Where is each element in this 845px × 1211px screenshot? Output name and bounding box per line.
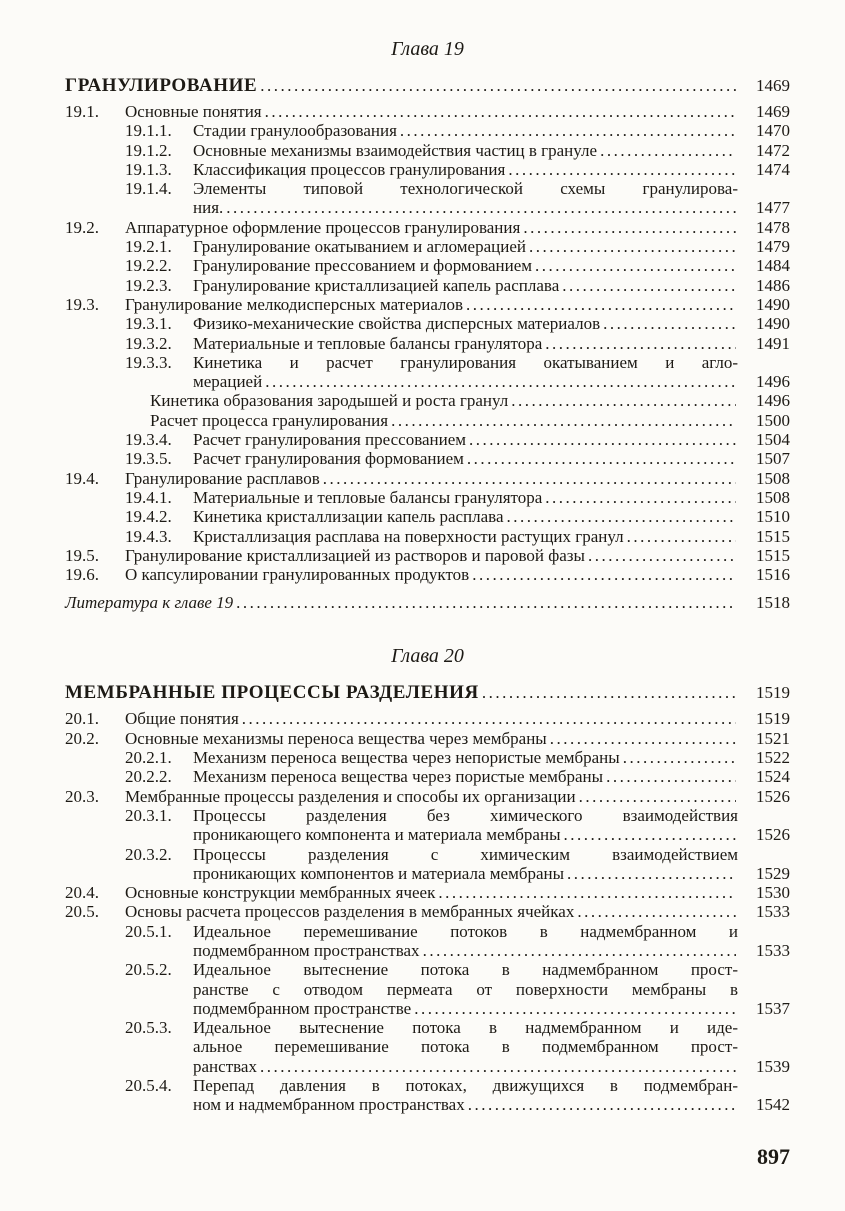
entry-number: 20.5. xyxy=(65,902,99,922)
toc-entry xyxy=(65,488,790,507)
entry-number: 19.4.1. xyxy=(125,487,172,507)
chapter-page-number: 1469 xyxy=(756,76,790,95)
dot-leader xyxy=(414,999,736,1018)
entry-page-number: 1530 xyxy=(756,883,790,903)
dot-leader xyxy=(508,160,736,179)
toc-entry-line xyxy=(125,256,790,275)
entry-page-number: 1490 xyxy=(756,294,790,314)
entry-number: 19.6. xyxy=(65,565,99,585)
entry-number: 20.5.1. xyxy=(125,921,172,941)
toc-entry-line xyxy=(125,1076,790,1095)
entry-page-number: 1484 xyxy=(756,256,790,276)
toc-entry xyxy=(65,565,790,584)
dot-leader xyxy=(529,237,736,256)
entry-text: Материальные и тепловые балансы гранулятора xyxy=(193,487,543,507)
toc-entry-line xyxy=(193,198,790,217)
entry-text: Основные понятия xyxy=(125,102,262,121)
dot-leader xyxy=(236,593,736,613)
entry-page-number: 1524 xyxy=(756,767,790,787)
toc-entry-line xyxy=(125,430,790,449)
entry-text: Основные механизмы переноса вещества через мембраны xyxy=(125,728,547,748)
entry-page-number: 1529 xyxy=(756,863,790,883)
dot-leader xyxy=(438,883,736,902)
toc-entry-line xyxy=(125,334,790,353)
dot-leader xyxy=(535,256,736,275)
entry-text: подмембранном пространствах xyxy=(193,940,420,960)
toc-entry-line xyxy=(65,295,790,314)
entry-number: 19.1.1. xyxy=(125,121,172,141)
dot-leader xyxy=(265,102,736,121)
entry-number: 19.2.2. xyxy=(125,256,172,276)
entry-number: 20.3.1. xyxy=(125,805,172,825)
toc-entry-line xyxy=(125,845,790,864)
literature-page-number: 1518 xyxy=(756,593,790,613)
entry-number: 19.1.2. xyxy=(125,140,172,160)
entry-text: Материальные и тепловые балансы гранулятора xyxy=(193,333,543,353)
dot-leader xyxy=(606,767,736,786)
entry-page-number: 1500 xyxy=(756,410,790,430)
toc-entry-line xyxy=(193,372,790,391)
toc-entry-line xyxy=(193,941,790,960)
toc-entry xyxy=(65,334,790,353)
dot-leader xyxy=(391,411,736,430)
dot-leader xyxy=(545,334,736,353)
toc-entry xyxy=(65,507,790,526)
chapter-title: ГРАНУЛИРОВАНИЕ xyxy=(65,75,258,96)
toc-entry-line xyxy=(65,218,790,237)
entry-text: Идеальное вытеснение потока в надмембранном и иде- xyxy=(193,1018,738,1038)
dot-leader xyxy=(579,787,736,806)
entry-number: 19.4.2. xyxy=(125,507,172,527)
toc-entry xyxy=(65,160,790,179)
dot-leader xyxy=(627,527,736,546)
dot-leader xyxy=(523,218,736,237)
entry-text: Механизм переноса вещества через непористые мембраны xyxy=(193,748,620,768)
entry-page-number: 1486 xyxy=(756,275,790,295)
entry-number: 19.1.3. xyxy=(125,159,172,179)
toc-entry xyxy=(65,141,790,160)
entry-number: 20.3.2. xyxy=(125,844,172,864)
entry-text: Общие понятия xyxy=(125,709,239,729)
entry-text: Гранулирование кристаллизацией капель расплава xyxy=(193,275,560,295)
toc-entry-line xyxy=(193,999,790,1018)
dot-leader xyxy=(468,1095,736,1114)
toc-entry xyxy=(65,121,790,140)
toc-entry-line xyxy=(125,237,790,256)
entry-number: 19.5. xyxy=(65,545,99,565)
entry-page-number: 1516 xyxy=(756,565,790,585)
literature-row xyxy=(65,593,790,613)
chapter-section xyxy=(65,36,790,613)
entry-text: Аппаратурное оформление процессов гранулирования xyxy=(125,217,521,237)
entry-text: О капсулировании гранулированных продуктов xyxy=(125,565,470,585)
toc-entry xyxy=(65,276,790,295)
toc-entry-line xyxy=(65,729,790,748)
entry-number: 20.5.4. xyxy=(125,1076,172,1096)
entry-page-number: 1521 xyxy=(756,728,790,748)
entry-page-number: 1510 xyxy=(756,507,790,527)
toc-entry xyxy=(65,729,790,748)
entry-text: Стадии гранулообразования xyxy=(193,121,397,141)
toc-entry xyxy=(65,748,790,767)
entry-text: альное перемешивание потока в подмембранном прост- xyxy=(193,1037,738,1057)
entry-text: Гранулирование мелкодисперсных материалов xyxy=(125,294,464,314)
entry-number: 20.5.2. xyxy=(125,960,172,980)
toc-entry xyxy=(65,1076,790,1115)
toc-entry xyxy=(65,256,790,275)
toc-entry-line xyxy=(125,960,790,979)
toc-entry-line xyxy=(125,160,790,179)
entry-text: ния. xyxy=(193,198,224,218)
entry-number: 20.3. xyxy=(65,786,99,806)
entry-text: Основные конструкции мембранных ячеек xyxy=(125,883,436,903)
entry-text: Физико-механические свойства дисперсных материалов xyxy=(193,314,601,334)
toc-entry-line xyxy=(65,709,790,728)
entry-number: 19.4. xyxy=(65,468,99,488)
toc-entry xyxy=(65,237,790,256)
entry-page-number: 1477 xyxy=(756,198,790,218)
entry-number: 19.3.3. xyxy=(125,352,172,372)
toc-entry-line xyxy=(193,1095,790,1114)
entry-text: Основы расчета процессов разделения в мембранных ячейках xyxy=(125,902,575,922)
dot-leader xyxy=(482,679,736,706)
dot-leader xyxy=(467,449,736,468)
entry-text: Основные механизмы взаимодействия частиц в грануле xyxy=(193,140,598,160)
entry-page-number: 1533 xyxy=(756,902,790,922)
entry-text: Механизм переноса вещества через пористые мембраны xyxy=(193,767,604,787)
entry-text: Гранулирование прессованием и формованием xyxy=(193,256,533,276)
toc-entry xyxy=(65,845,790,884)
toc-entry-line xyxy=(125,488,790,507)
toc-entry xyxy=(65,883,790,902)
entry-page-number: 1470 xyxy=(756,121,790,141)
dot-leader xyxy=(265,372,736,391)
dot-leader xyxy=(260,1057,736,1076)
dot-leader xyxy=(623,748,736,767)
toc-entry xyxy=(65,709,790,728)
toc-entry-line xyxy=(125,527,790,546)
entry-text: проникающего компонента и материала мембраны xyxy=(193,825,561,845)
dot-leader xyxy=(511,391,736,410)
entry-text: Кинетика кристаллизации капель расплава xyxy=(193,507,504,527)
entry-page-number: 1515 xyxy=(756,545,790,565)
entry-page-number: 1507 xyxy=(756,449,790,469)
entry-page-number: 1508 xyxy=(756,487,790,507)
toc-entry-line xyxy=(150,391,790,410)
dot-leader xyxy=(260,72,736,99)
chapter-title: МЕМБРАННЫЕ ПРОЦЕССЫ РАЗДЕЛЕНИЯ xyxy=(65,682,479,704)
entry-number: 19.2. xyxy=(65,217,99,237)
dot-leader xyxy=(545,488,736,507)
entry-text: Процессы разделения без химического взаимодействия xyxy=(193,805,738,825)
entry-text: Идеальное вытеснение потока в надмембранном прост- xyxy=(193,960,738,980)
toc-entry xyxy=(65,806,790,845)
toc-entry xyxy=(65,411,790,430)
chapter-title-row xyxy=(65,679,790,706)
entry-page-number: 1526 xyxy=(756,786,790,806)
toc-entry-line xyxy=(65,102,790,121)
entry-number: 19.1. xyxy=(65,102,99,121)
folio-page-number: 897 xyxy=(757,1143,790,1169)
entry-page-number: 1496 xyxy=(756,391,790,411)
chapter-heading: Глава 19 xyxy=(391,38,464,60)
toc-entry-line xyxy=(65,787,790,806)
chapter-section xyxy=(65,643,790,1114)
literature-label: Литература к главе 19 xyxy=(65,593,234,613)
toc-entry xyxy=(65,449,790,468)
toc-entry-line xyxy=(65,902,790,921)
toc-entry-list xyxy=(65,102,790,584)
entry-text: Кристаллизация расплава на поверхности растущих гранул xyxy=(193,526,624,546)
entry-text: Процессы разделения с химическим взаимодействием xyxy=(193,844,738,864)
entry-page-number: 1474 xyxy=(756,159,790,179)
entry-number: 20.2.1. xyxy=(125,748,172,768)
toc-entry xyxy=(65,922,790,961)
toc-entry xyxy=(65,787,790,806)
entry-text: проникающих компонентов и материала мембраны xyxy=(193,863,565,883)
toc-entry xyxy=(65,767,790,786)
entry-text: Гранулирование окатыванием и агломерацией xyxy=(193,237,526,257)
toc-entry xyxy=(65,218,790,237)
toc-entry-line xyxy=(125,1018,790,1037)
entry-number: 20.2.2. xyxy=(125,767,172,787)
entry-text: Расчет гранулирования формованием xyxy=(193,449,464,469)
toc-entry-line xyxy=(125,507,790,526)
entry-page-number: 1539 xyxy=(756,1056,790,1076)
entry-text: Перепад давления в потоках, движущихся в подмембран- xyxy=(193,1076,738,1096)
entry-number: 20.5.3. xyxy=(125,1018,172,1038)
toc-entry xyxy=(65,102,790,121)
toc-entry-line xyxy=(125,922,790,941)
entry-number: 19.4.3. xyxy=(125,526,172,546)
toc-entry xyxy=(65,179,790,218)
entry-text: мерацией xyxy=(193,372,263,392)
toc-entry-line xyxy=(125,314,790,333)
toc-entry xyxy=(65,314,790,333)
dot-leader xyxy=(242,709,736,728)
dot-leader xyxy=(507,507,736,526)
toc-entry-line xyxy=(125,806,790,825)
toc-entry-line xyxy=(125,449,790,468)
entry-text: Гранулирование расплавов xyxy=(125,468,320,488)
toc-entry-line xyxy=(125,276,790,295)
entry-text: Идеальное перемешивание потоков в надмембранном и xyxy=(193,921,738,941)
entry-page-number: 1469 xyxy=(756,102,790,121)
toc-entry-line xyxy=(125,121,790,140)
entry-text: Элементы типовой технологической схемы гранулирова- xyxy=(193,179,738,199)
toc-entry xyxy=(65,430,790,449)
toc-entry xyxy=(65,527,790,546)
toc-entry-line xyxy=(65,546,790,565)
dot-leader xyxy=(423,941,736,960)
entry-number: 19.3.1. xyxy=(125,314,172,334)
toc-entry xyxy=(65,295,790,314)
toc-entry-line xyxy=(150,411,790,430)
toc-entry-line xyxy=(65,565,790,584)
entry-page-number: 1508 xyxy=(756,468,790,488)
dot-leader xyxy=(323,469,736,488)
entry-page-number: 1519 xyxy=(756,709,790,729)
entry-page-number: 1533 xyxy=(756,940,790,960)
dot-leader xyxy=(469,430,736,449)
toc-entry-line xyxy=(193,825,790,844)
entry-number: 20.2. xyxy=(65,728,99,748)
toc-entry-line xyxy=(125,141,790,160)
entry-page-number: 1537 xyxy=(756,998,790,1018)
dot-leader xyxy=(567,864,736,883)
entry-page-number: 1504 xyxy=(756,430,790,450)
entry-number: 19.3. xyxy=(65,294,99,314)
dot-leader xyxy=(466,295,736,314)
toc-entry xyxy=(65,1018,790,1076)
entry-page-number: 1478 xyxy=(756,217,790,237)
entry-text: Кинетика образования зародышей и роста гранул xyxy=(150,391,509,411)
dot-leader xyxy=(600,141,736,160)
toc-entry xyxy=(65,546,790,565)
entry-text: Расчет гранулирования прессованием xyxy=(193,430,467,450)
dot-leader xyxy=(577,902,736,921)
entry-page-number: 1522 xyxy=(756,748,790,768)
entry-text: ном и надмембранном пространствах xyxy=(193,1095,465,1115)
dot-leader xyxy=(550,729,736,748)
toc-entry-line xyxy=(125,353,790,372)
chapter-title-row xyxy=(65,72,790,99)
entry-page-number: 1496 xyxy=(756,372,790,392)
dot-leader xyxy=(226,198,736,217)
toc-entry xyxy=(65,391,790,410)
toc-entry-line xyxy=(193,980,790,999)
toc-entry-line xyxy=(193,1057,790,1076)
entry-number: 19.3.4. xyxy=(125,430,172,450)
entry-number: 19.1.4. xyxy=(125,179,172,199)
entry-number: 20.4. xyxy=(65,883,99,903)
entry-number: 19.3.2. xyxy=(125,333,172,353)
toc-chapters xyxy=(65,36,790,1115)
chapter-heading: Глава 20 xyxy=(391,645,464,668)
toc-entry-line xyxy=(193,1037,790,1056)
dot-leader xyxy=(562,276,736,295)
toc-entry-line xyxy=(65,469,790,488)
toc-entry-line xyxy=(193,864,790,883)
entry-text: подмембранном пространстве xyxy=(193,998,412,1018)
entry-number: 19.2.3. xyxy=(125,275,172,295)
toc-entry-list xyxy=(65,709,790,1114)
toc-entry xyxy=(65,469,790,488)
entry-text: ранствах xyxy=(193,1056,257,1076)
chapter-page-number: 1519 xyxy=(756,683,790,703)
entry-page-number: 1515 xyxy=(756,526,790,546)
entry-text: Мембранные процессы разделения и способы их организации xyxy=(125,786,576,806)
dot-leader xyxy=(564,825,737,844)
entry-number: 19.2.1. xyxy=(125,237,172,257)
entry-text: Расчет процесса гранулирования xyxy=(150,410,389,430)
entry-text: Кинетика и расчет гранулирования окатыванием и агло- xyxy=(193,352,738,372)
toc-entry-line xyxy=(125,748,790,767)
toc-entry-line xyxy=(65,883,790,902)
entry-page-number: 1472 xyxy=(756,140,790,160)
toc-entry xyxy=(65,960,790,1018)
entry-page-number: 1526 xyxy=(756,825,790,845)
dot-leader xyxy=(603,314,736,333)
entry-page-number: 1491 xyxy=(756,333,790,353)
entry-page-number: 1479 xyxy=(756,237,790,257)
dot-leader xyxy=(472,565,736,584)
entry-text: Классификация процессов гранулирования xyxy=(193,159,506,179)
toc-entry xyxy=(65,353,790,392)
toc-entry xyxy=(65,902,790,921)
entry-number: 20.1. xyxy=(65,709,99,729)
entry-number: 19.3.5. xyxy=(125,449,172,469)
entry-page-number: 1490 xyxy=(756,314,790,334)
entry-text: Гранулирование кристаллизацией из растворов и паровой фазы xyxy=(125,545,585,565)
toc-entry-line xyxy=(125,767,790,786)
entry-text: ранстве с отводом пермеата от поверхности мембраны в xyxy=(193,979,738,999)
toc-entry-line xyxy=(125,179,790,198)
dot-leader xyxy=(588,546,736,565)
dot-leader xyxy=(400,121,736,140)
entry-page-number: 1542 xyxy=(756,1095,790,1115)
